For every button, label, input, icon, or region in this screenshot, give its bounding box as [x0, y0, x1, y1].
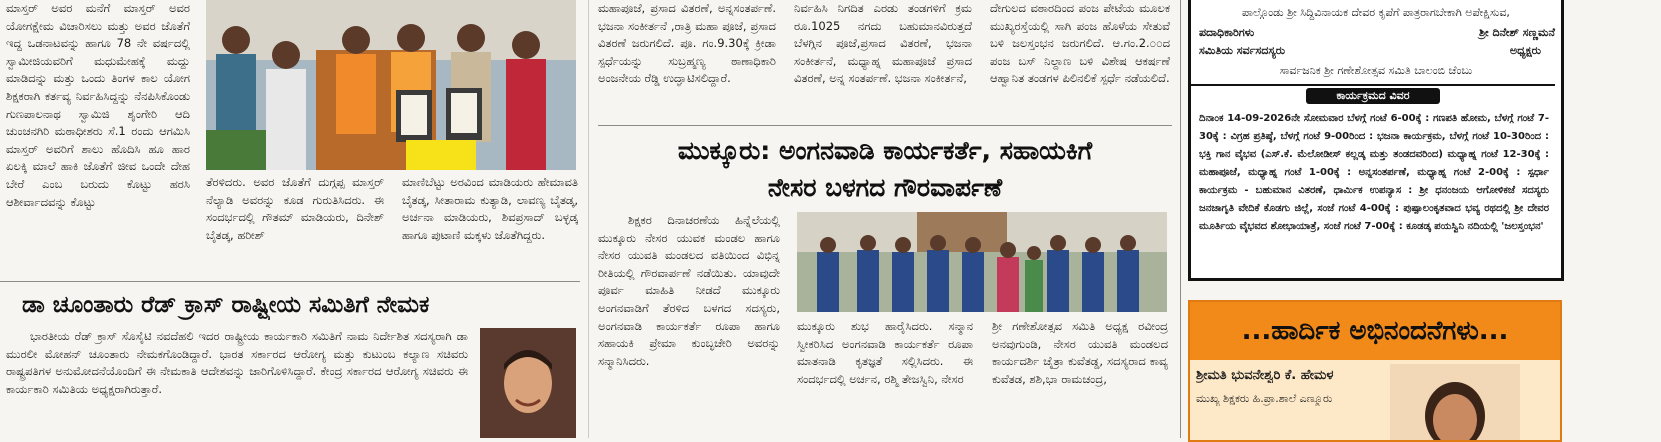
members-label: ಸಮಿತಿಯ ಸರ್ವಸದಸ್ಯರು — [1199, 44, 1286, 57]
column-rule — [1180, 0, 1181, 438]
event-notice — [1188, 0, 1564, 281]
divider — [0, 281, 580, 282]
program-details: ದಿನಾಂಕ 14-09-2026ನೇ ಸೋಮವಾರ ಬೆಳಗ್ಗೆ ಗಂಟೆ 6-00ಕ್ಕೆ : ಗಣಪತಿ ಹೋಮ, ಬೆಳಗ್ಗೆ ಗಂಟೆ 7-30ಕ್ಕೆ : ವಿಗ್ರಹ ಪ್ರತಿಷ್ಠೆ, ಬೆಳಗ್ಗೆ ಗಂಟೆ 9-00ರಿಂದ : ಭಜನಾ ಕಾರ್ಯಕ್ರಮ, ಬೆಳಗ್ಗೆ ಗಂಟೆ 10-30ರಿಂದ : ಭಕ್ತಿ ಗಾನ ವೈಭವ (ಎಸ್.ಕೆ. ಮೆಲೋಡೀಸ್ ಕಲ್ಲಡ್ಕ ಮತ್ತು ತಂಡದವರಿಂದ) ಮಧ್ಯಾಹ್ನ ಗಂಟೆ 12-30ಕ್ಕೆ : ಮಹಾಪೂಜೆ, ಮಧ್ಯಾಹ್ನ ಗಂಟೆ 1-00ಕ್ಕೆ : ಅನ್ನಸಂತರ್ಪಣೆ, ಮಧ್ಯಾಹ್ನ ಗಂಟೆ 2-00ಕ್ಕೆ : ಸ್ಪರ್ಧಾ ಕಾರ್ಯಕ್ರಮ - ಬಹುಮಾನ ವಿತರಣೆ, ಧಾರ್ಮಿಕ ಉಪನ್ಯಾಸ : ಶ್ರೀ ಧನಂಜಯ ಆಗೋಳಿಕಜೆ ಸದಸ್ಯರು ಜನಜಾಗೃತಿ ವೇದಿಕೆ ಕೊಡಗು ಜಿಲ್ಲೆ, ಸಂಜೆ ಗಂಟೆ 4-00ಕ್ಕೆ : ಪುಷ್ಪಾಲಂಕೃತವಾದ ಭವ್ಯ ರಥದಲ್ಲಿ ಶ್ರೀ ದೇವರ ಮೂರ್ತಿಯ ವೈಭವದ ಶೋಭಾಯಾತ್ರೆ, ಸಂಜೆ ಗಂಟೆ 7-00ಕ್ಕೆ : ಕೂಡಡ್ಕ ಪಯಸ್ವಿನಿ ನದಿಯಲ್ಲಿ 'ಜಲಸ್ತಂಭನ' — [1199, 113, 1549, 232]
portrait-photo — [480, 328, 576, 438]
congrats-banner — [1190, 302, 1560, 360]
article-text: ಮಾಸ್ತರ್ ಅವರ ಮನೆಗೆ ಮಾಸ್ತರ್ ಅವರ ಯೋಗಕ್ಷೇಮ ವಿಚಾರಿಸಲು ಮತ್ತು ಅವರ ಜೊತೆಗೆ ಇದ್ದ ಒಡನಾಟವನ್ನು ಹಾಗೂ 78 ನೇ ವರ್ಷದಲ್ಲಿ ಸ್ವಾಮೀಜಿಯವರಿಗೆ ಮಧುಮೇಹಕ್ಕೆ ಮದ್ದು ಮಾಡಿದನ್ನು ಮತ್ತು ಒಂದು ತಿಂಗಳ ಕಾಲ ಯೋಗ ಶಿಕ್ಷಕರಾಗಿ ಕರ್ತವ್ಯ ನಿರ್ವಹಿಸಿದ್ದನ್ನು ನೆನಪಿಸಿಕೊಂಡು ಗುಣಪಾಲನಾಥ ಸ್ವಾಮಿಜಿ ಶೃಂಗೇರಿ ಆದಿ ಚುಂಚನಗಿರಿ ಮಠಾಧೀಶರು ಸೆ.1 ರಂದು ಆಗಮಿಸಿ ಮಾಸ್ತರ್ ಅವರಿಗೆ ಶಾಲು ಹೊದಿಸಿ ಹೂ ಹಾರ ಏಲಕ್ಕಿ ಮಾಲೆ ಹಾಕಿ ಜೊತೆಗೆ ಜೀವ ಒಂದೇ ದೇಹ ಬೇರೆ ಎಂಬ ಬರುದು ಕೊಟ್ಟು ಹರಸಿ ಆಶೀರ್ವಾದವನ್ನು ಕೊಟ್ಟು — [6, 1, 190, 209]
congrats-ad — [1188, 300, 1562, 442]
article-text: ಮಹಾಪೂಜೆ, ಪ್ರಸಾದ ವಿತರಣೆ, ಅನ್ನಸಂತರ್ಪಣೆ. ಭಜನಾ ಸಂಕೀರ್ತನೆ ,ರಾತ್ರಿ ಮಹಾ ಪೂಜೆ, ಪ್ರಸಾದ ವಿತರಣೆ ಜರುಗಲಿದೆ. ಪೂ. ಗಂ.9.30ಕ್ಕೆ ಕ್ರೀಡಾ ಸ್ಪರ್ಧೆಯನ್ನು ಸುಬ್ರಹ್ಮಣ್ಯ ಠಾಣಾಧಿಕಾರಿ ಅಂಜನೇಯ ರೆಡ್ಡಿ ಉದ್ಘಾಟಿಸಲಿದ್ದಾರೆ. — [598, 1, 776, 86]
president-title: ಅಧ್ಯಕ್ಷರು — [1509, 44, 1541, 57]
article-text: ಶ್ರೀ ಗಣೇಶೋತ್ಸವ ಸಮಿತಿ ಅಧ್ಯಕ್ಷ ರವೀಂದ್ರ ಅನವುಗುಂಡಿ, ನೇಸರ ಯುವತಿ ಮಂಡಲದ ಕಾರ್ಯದರ್ಶಿ ಚೈತ್ರಾ ಕುವೆತಡ್ಡ, ಸದಸ್ಯರಾದ ಕಾವ್ಯ ಕುವೆತಡ, ಶಶಿ,ಭಾ ರಾಮಚಂದ್ರ, — [992, 319, 1168, 386]
article-text: ದೇಗುಲದ ವಠಾರದಿಂದ ಪಂಜ ಪೇಟೆಯ ಮೂಲಕ ಮುಖ್ಯರಸ್ತೆಯಲ್ಲಿ ಸಾಗಿ ಪಂಜ ಹೊಳೆಯ ಸೇತುವೆ ಬಳಿ ಜಲಸ್ತಂಭನ ಜರುಗಲಿದೆ. ಆ.ಗಂ.2.೦೦ದ ಪಂಜ ಬಸ್ ನಿಲ್ದಾಣ ಬಳಿ ವಿಶೇಷ ಆಕರ್ಷಣೆ ಆಹ್ವಾನಿತ ತಂಡಗಳ ಪಿಲಿನಲಿಕೆ ಸ್ಪರ್ಧೆ ನಡೆಯಲಿದೆ. — [990, 1, 1170, 86]
program-title: ಕಾರ್ಯಕ್ರಮದ ವಿವರ — [1336, 89, 1410, 102]
article-text: ತೆರಳಿದರು. ಅವರ ಜೊತೆಗೆ ದುಗ್ಗಪ್ಪ ಮಾಸ್ತರ್ ನೆಲ್ಯಾಡಿ ಅವರನ್ನು ಕೂಡ ಗುರುತಿಸಿದರು. ಈ ಸಂದರ್ಭದಲ್ಲಿ ಗೌತಮ್ ಮಾಡಿಯರು, ದಿನೇಶ್ ಬೈತಡ್ಕ, ಹರೀಶ್ — [206, 175, 384, 242]
office-bearers-label: ಪದಾಧಿಕಾರಿಗಳು — [1199, 26, 1255, 39]
president-name: ಶ್ರೀ ದಿನೇಶ್ ಸಣ್ಣಮನೆ — [1479, 26, 1555, 39]
divider — [1191, 84, 1555, 86]
program-title-badge — [1306, 88, 1440, 104]
article-text: ಭಾರತೀಯ ರೆಡ್ ಕ್ರಾಸ್ ಸೊಸೈಟಿ ನವದೆಹಲಿ ಇದರ ರಾಷ್ಟ್ರೀಯ ಕಾರ್ಯಕಾರಿ ಸಮಿತಿಗೆ ನಾಮ ನಿರ್ದೇಶಿತ ಸದಸ್ಯರಾಗಿ ಡಾ ಮುರಲೀ ಮೋಹನ್ ಚೂಂತಾರು ನೇಮಕಗೊಂಡಿದ್ದಾರೆ. ಭಾರತ ಸರ್ಕಾರದ ಆರೋಗ್ಯ ಮತ್ತು ಕುಟುಂಬ ಕಲ್ಯಾಣ ಸಚಿವರು ರಾಷ್ಟ್ರಪತಿಗಳ ಅನುಮೋದನೆಯೊಂದಿಗೆ ಈ ನೇಮಕಾತಿ ಆದೇಶವನ್ನು ಜಾರಿಗೊಳಿಸಿದ್ದಾರೆ. ಕೇಂದ್ರ ಸರ್ಕಾರದ ಆರೋಗ್ಯ ಸಚಿವರು ಈ ಕಾರ್ಯಕಾರಿ ಸಮಿತಿಯ ಅಧ್ಯಕ್ಷರಾಗಿರುತ್ತಾರೆ. — [6, 329, 468, 396]
committee-name: ಸಾರ್ವಜನಿಕ ಶ್ರೀ ಗಣೇಶೋತ್ಸವ ಸಮಿತಿ ಬಾಲಂಬಿ ಚೆಂಬು — [1279, 64, 1473, 77]
congrats-title: ...ಹಾರ್ದಿಕ ಅಭಿನಂದನೆಗಳು... — [1241, 316, 1509, 346]
person-name: ಶ್ರೀಮತಿ ಭುವನೇಶ್ವರಿ ಕೆ. ಹೇಮಳ — [1196, 368, 1334, 383]
page-gutter — [588, 0, 589, 438]
group-photo-felicitation — [206, 0, 576, 170]
article-text: ನಿರ್ವಹಿಸಿ ನಿಗದಿತ ಎರಡು ತಂಡಗಳಿಗೆ ಕ್ರಮ ರೂ.1025 ನಗದು ಬಹುಮಾನವಿರುತ್ತದೆ ಬೆಳಗ್ಗಿನ ಪೂಜೆ,ಪ್ರಸಾದ ವಿತರಣೆ, ಭಜನಾ ಸಂಕೀರ್ತನೆ, ಮಧ್ಯಾಹ್ನ ಮಹಾಪೂಜೆ ಪ್ರಸಾದ ವಿತರಣೆ, ಅನ್ನ ಸಂತರ್ಪಣೆ. ಭಜನಾ ಸಂಕೀರ್ತನೆ, — [794, 1, 972, 86]
person-role: ಮುಖ್ಯ ಶಿಕ್ಷಕರು ಹಿ.ಪ್ರಾ.ಶಾಲೆ ಎಣ್ಮೂರು — [1196, 392, 1333, 405]
article-text: ಶಿಕ್ಷಕರ ದಿನಾಚರಣೆಯ ಹಿನ್ನೆಲೆಯಲ್ಲಿ ಮುಕ್ಕೂರು ನೇಸರ ಯುವಕ ಮಂಡಲ ಹಾಗೂ ನೇಸರ ಯುವತಿ ಮಂಡಲದ ವತಿಯಿಂದ ವಿಭಿನ್ನ ರೀತಿಯಲ್ಲಿ ಗೌರವಾರ್ಪಣೆ ನಡೆಯಿತು. ಯಾವುದೇ ಪೂರ್ವ ಮಾಹಿತಿ ನೀಡದೆ ಮುಕ್ಕೂರು ಅಂಗನವಾಡಿಗೆ ತೆರಳಿದ ಬಳಗದ ಸದಸ್ಯರು, ಅಂಗನವಾಡಿ ಕಾರ್ಯಕರ್ತೆ ರೂಪಾ ಹಾಗೂ ಸಹಾಯಕಿ ಪ್ರೇಮಾ ಕುಂಬ್ಳಚೇರಿ ಅವರನ್ನು ಸನ್ಮಾನಿಸಿದರು. — [598, 213, 780, 368]
article-text: ಮುಕ್ಕೂರು ಶುಭ ಹಾರೈಸಿದರು. ಸನ್ಮಾನ ಸ್ವೀಕರಿಸಿದ ಅಂಗನವಾಡಿ ಕಾರ್ಯಕರ್ತೆ ರೂಪಾ ಮಾತನಾಡಿ ಕೃತಜ್ಞತೆ ಸಲ್ಲಿಸಿದರು. ಈ ಸಂದರ್ಭದಲ್ಲಿ ಅರ್ಚನ, ರಶ್ಮಿ ತೇಜಸ್ವಿನಿ, ನೇಸರ — [797, 319, 973, 386]
article-text: ಮಾಣಿಬೆಟ್ಟು ಅರವಿಂದ ಮಾಡಿಯರು ಹೇಮಾವತಿ ಬೈತಡ್ಕ, ಸೀತಾರಾಮ ಕುತ್ಯಾಡಿ, ಲಾವಣ್ಯ ಬೈತಡ್ಕ, ಅರ್ಚನಾ ಮಾಡಿಯರು, ಶಿವಪ್ರಸಾದ್ ಬಳ್ಳಡ್ಕ ಹಾಗೂ ಪುಟಾಣಿ ಮಕ್ಕಳು ಜೊತೆಗಿದ್ದರು. — [402, 175, 578, 242]
notice-invite-line: ಪಾಲ್ಗೊಂಡು ಶ್ರೀ ಸಿದ್ದಿವಿನಾಯಕ ದೇವರ ಕೃಪೆಗೆ ಪಾತ್ರರಾಗಬೇಕಾಗಿ ಅಪೇಕ್ಷಿಸುವ, — [1242, 6, 1510, 19]
headline-line2: ನೇಸರ ಬಳಗದ ಗೌರವಾರ್ಪಣೆ — [767, 173, 1003, 202]
headline: ಡಾ ಚೂಂತಾರು ರೆಡ್ ಕ್ರಾಸ್ ರಾಷ್ಟ್ರೀಯ ಸಮಿತಿಗೆ ನೇಮಕ — [22, 292, 430, 318]
divider — [598, 125, 1172, 126]
headline-line1: ಮುಕ್ಕೂರು: ಅಂಗನವಾಡಿ ಕಾರ್ಯಕರ್ತೆ, ಸಹಾಯಕಿಗೆ — [677, 136, 1093, 165]
group-photo-anganwadi — [797, 212, 1167, 312]
person-photo — [1390, 364, 1520, 440]
